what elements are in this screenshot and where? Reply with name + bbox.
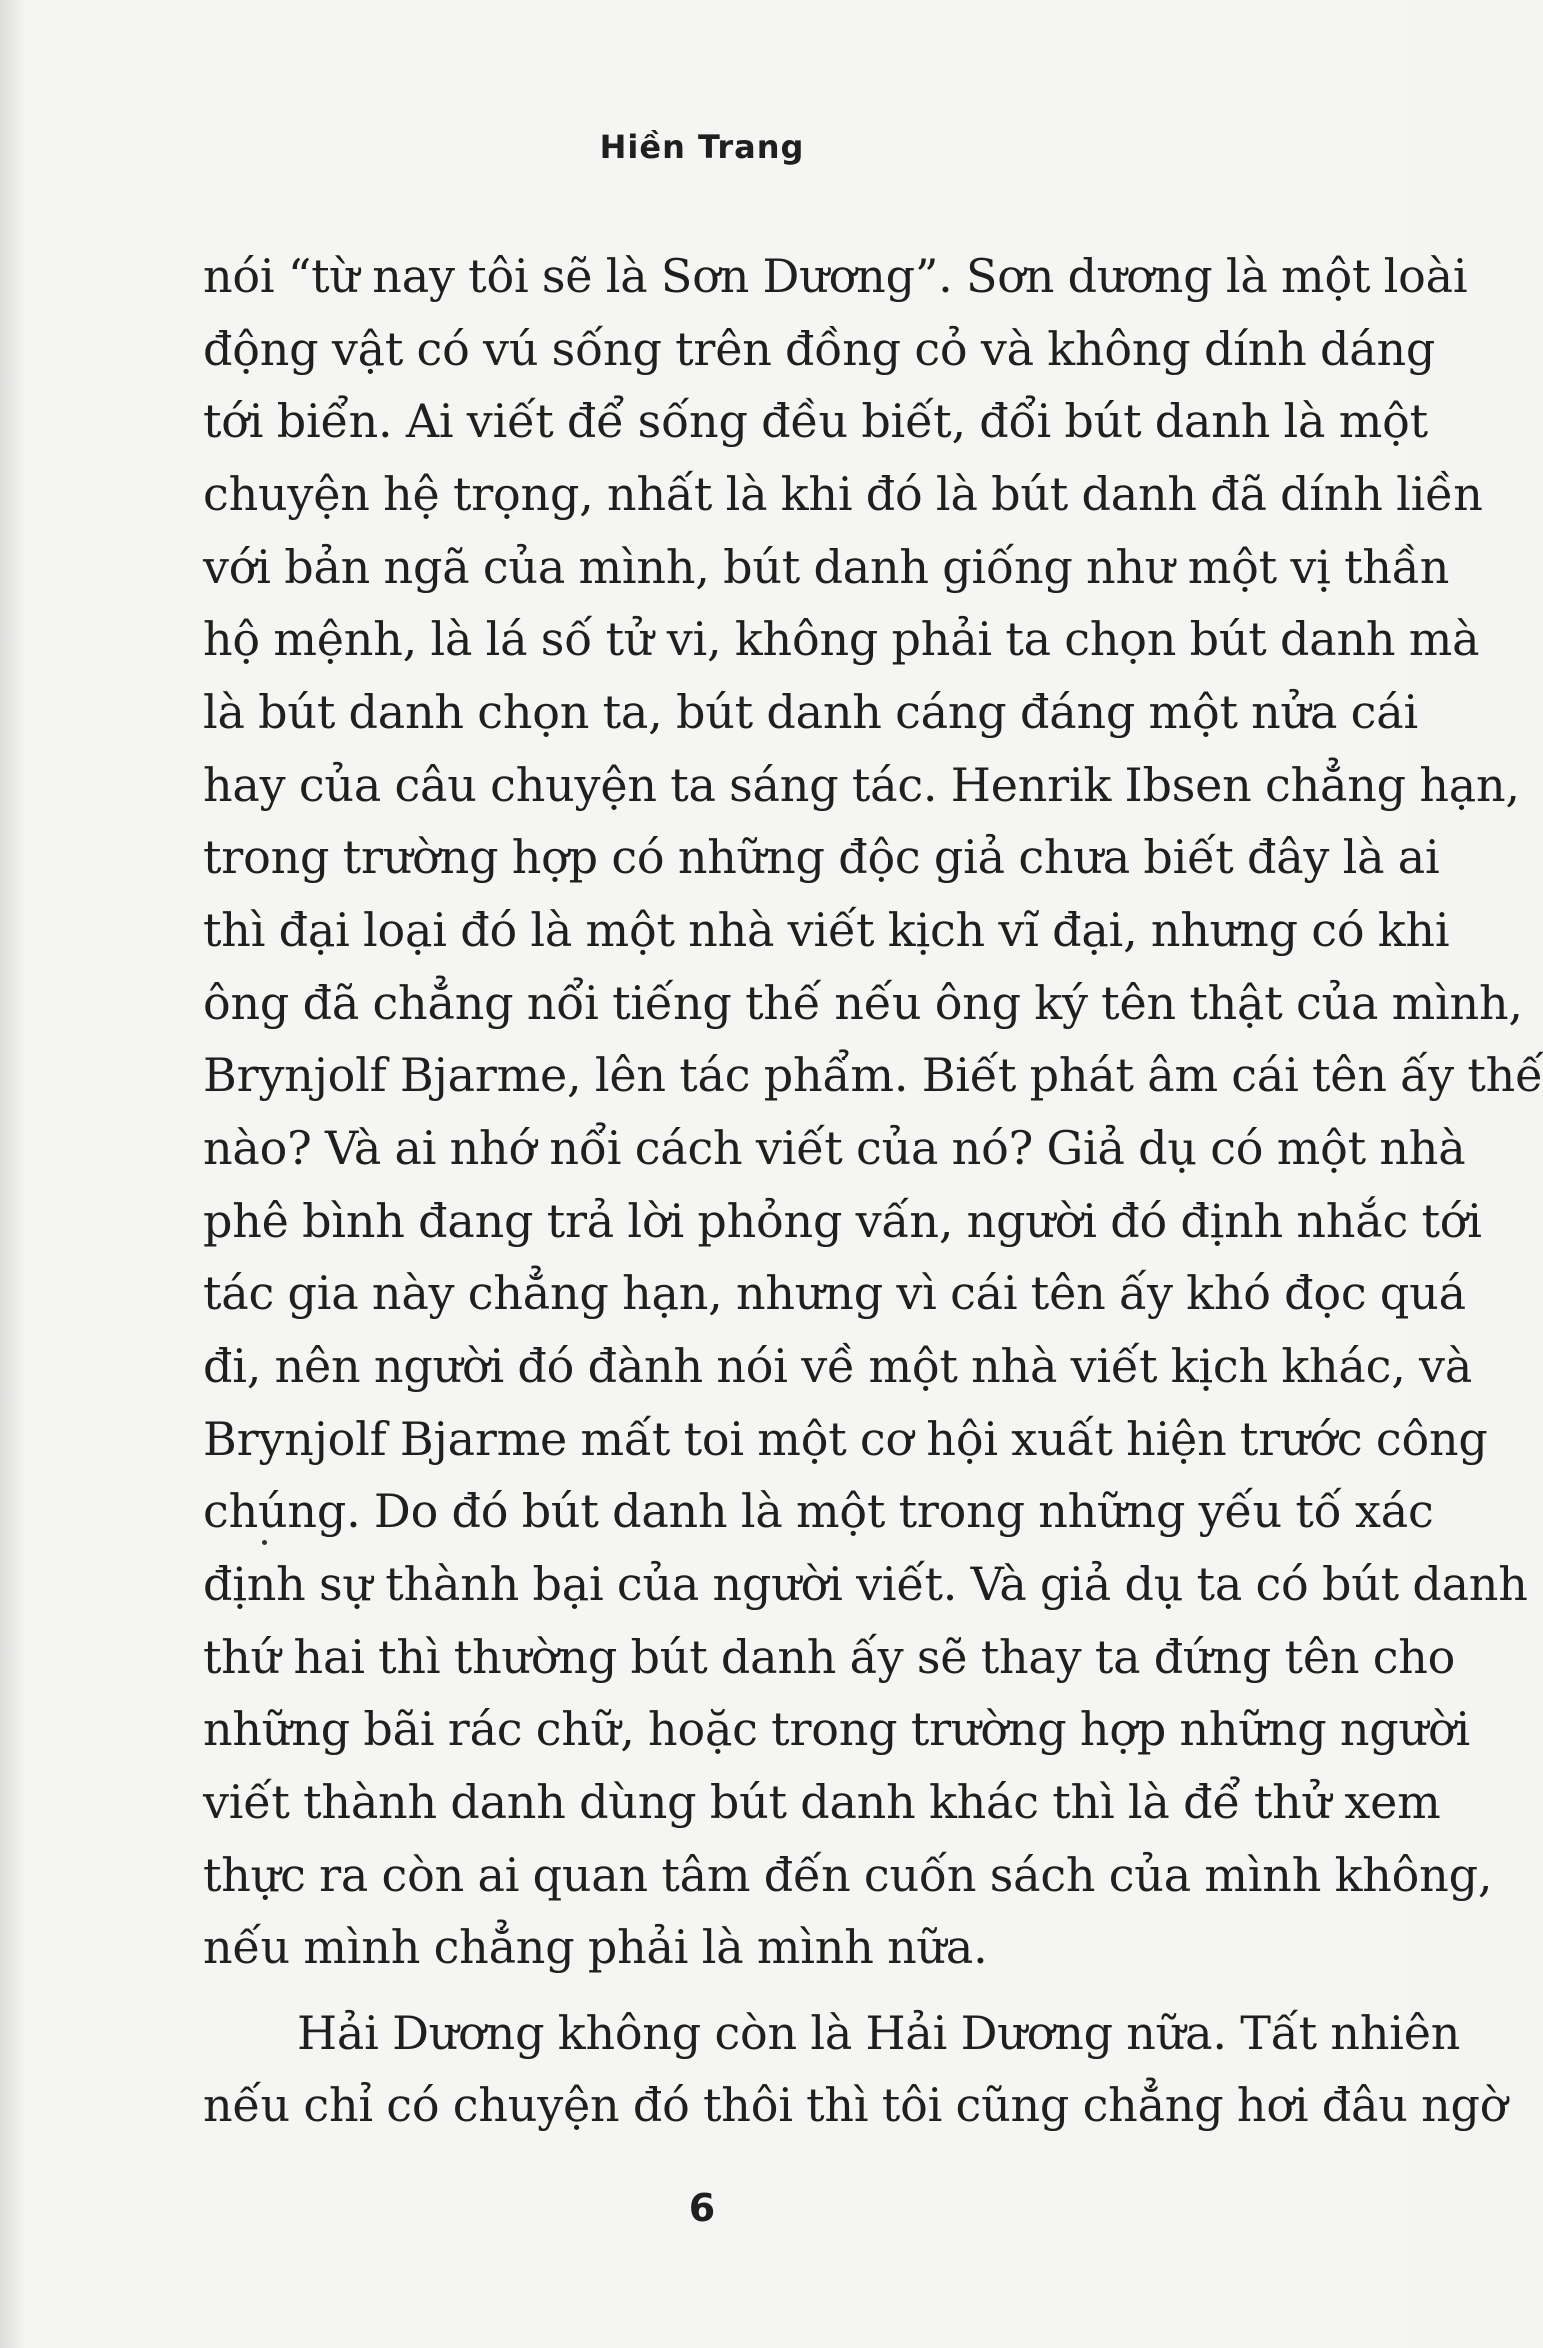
text-line: động vật có vú sống trên đồng cỏ và không dính dáng bbox=[203, 322, 1436, 376]
text-line: là bút danh chọn ta, bút danh cáng đáng một nửa cái bbox=[203, 685, 1418, 739]
text-line: chúng. Do đó bút danh là một trong những yếu tố xác bbox=[203, 1484, 1434, 1538]
text-line: tới biển. Ai viết để sống đều biết, đổi bút danh là một bbox=[203, 394, 1428, 448]
text-line: chuyện hệ trọng, nhất là khi đó là bút danh đã dính liền bbox=[203, 467, 1483, 521]
page-gutter-shadow bbox=[0, 0, 26, 2348]
text-line: với bản ngã của mình, bút danh giống như một vị thần bbox=[203, 540, 1450, 594]
text-line: hay của câu chuyện ta sáng tác. Henrik Ibsen chẳng hạn, bbox=[203, 758, 1520, 812]
text-line: nói “từ nay tôi sẽ là Sơn Dương”. Sơn dương là một loài bbox=[203, 249, 1468, 303]
running-header: Hiền Trang bbox=[599, 128, 805, 166]
text-line: thực ra còn ai quan tâm đến cuốn sách của mình không, bbox=[203, 1848, 1493, 1902]
text-line: Brynjolf Bjarme, lên tác phẩm. Biết phát âm cái tên ấy thế bbox=[203, 1048, 1543, 1102]
text-line: nếu mình chẳng phải là mình nữa. bbox=[203, 1920, 988, 1974]
text-line: viết thành danh dùng bút danh khác thì là để thử xem bbox=[203, 1775, 1441, 1829]
text-line: nào? Và ai nhớ nổi cách viết của nó? Giả dụ có một nhà bbox=[203, 1121, 1466, 1175]
text-line: phê bình đang trả lời phỏng vấn, người đó định nhắc tới bbox=[203, 1194, 1482, 1248]
text-line: thì đại loại đó là một nhà viết kịch vĩ đại, nhưng có khi bbox=[203, 903, 1450, 957]
text-line: nếu chỉ có chuyện đó thôi thì tôi cũng chẳng hơi đâu ngờ bbox=[203, 2078, 1508, 2132]
text-line: Hải Dương không còn là Hải Dương nữa. Tất nhiên bbox=[297, 2006, 1461, 2060]
text-line: định sự thành bại của người viết. Và giả dụ ta có bút danh bbox=[203, 1557, 1528, 1611]
text-line: trong trường hợp có những độc giả chưa biết đây là ai bbox=[203, 830, 1440, 884]
text-line: ông đã chẳng nổi tiếng thế nếu ông ký tên thật của mình, bbox=[203, 976, 1523, 1030]
text-line: hộ mệnh, là lá số tử vi, không phải ta chọn bút danh mà bbox=[203, 612, 1480, 666]
print-speck bbox=[262, 1540, 267, 1545]
text-line: đi, nên người đó đành nói về một nhà viết kịch khác, và bbox=[203, 1339, 1473, 1393]
text-line: tác gia này chẳng hạn, nhưng vì cái tên ấy khó đọc quá bbox=[203, 1266, 1466, 1320]
text-line: thứ hai thì thường bút danh ấy sẽ thay ta đứng tên cho bbox=[203, 1630, 1456, 1684]
text-line: Brynjolf Bjarme mất toi một cơ hội xuất hiện trước công bbox=[203, 1412, 1488, 1466]
text-line: những bãi rác chữ, hoặc trong trường hợp những người bbox=[203, 1702, 1470, 1756]
page-number: 6 bbox=[688, 2186, 716, 2230]
